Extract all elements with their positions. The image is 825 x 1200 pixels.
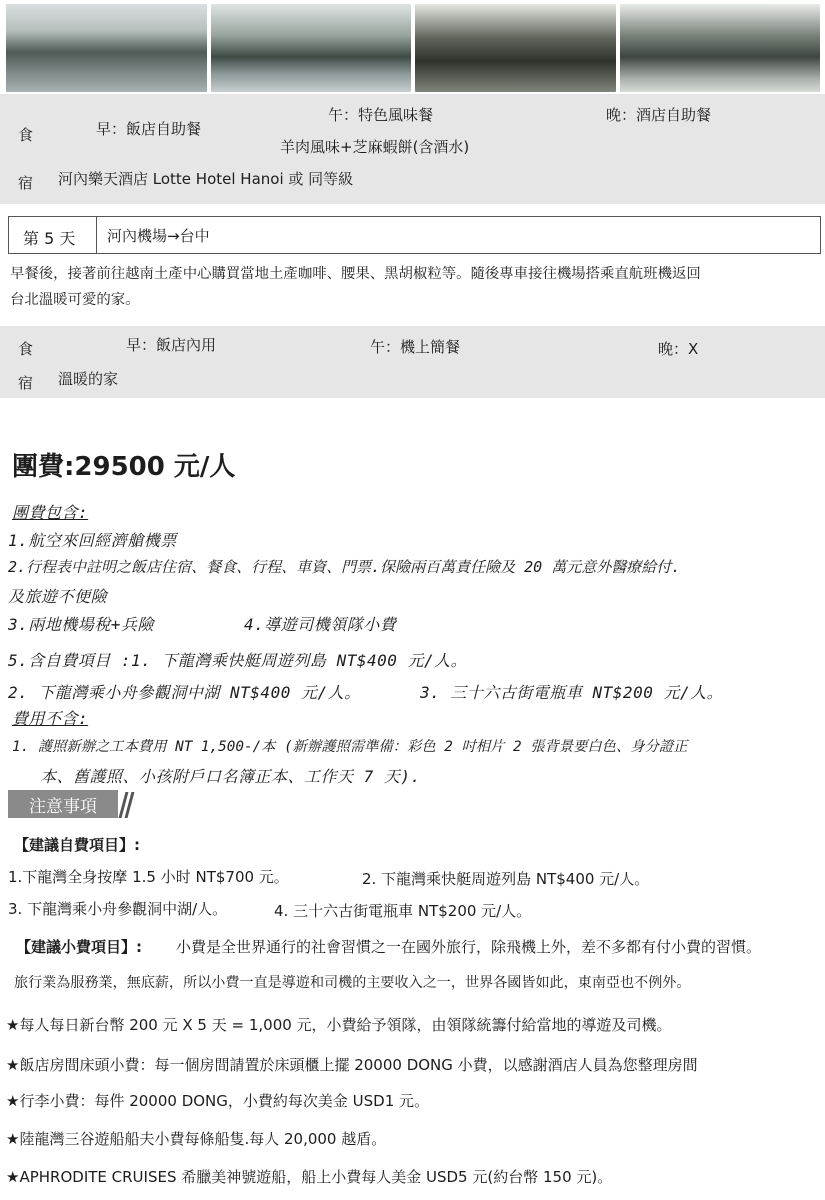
lunch-detail-text: 羊肉風味+芝麻蝦餅(含酒水): [280, 138, 470, 156]
includes-item: 及旅遊不便險: [8, 587, 108, 606]
tip-line: ★每人每日新台幣 200 元 X 5 天 = 1,000 元，小費給予領隊，由領隊統籌付給當地的導遊及司機。: [6, 1016, 672, 1034]
self-pay-title: 【建議自費項目】:: [14, 836, 140, 854]
hotel-text: 河內樂天酒店 Lotte Hotel Hanoi 或 同等級: [58, 170, 354, 188]
route-text: 河內機場→台中: [107, 227, 210, 245]
day-label: 第 5 天: [23, 229, 76, 248]
includes-item: 3. 三十六古街電瓶車 NT$200 元/人。: [420, 683, 724, 702]
day5-description-line2: 台北溫暖可愛的家。: [10, 292, 140, 308]
breakfast-text: 早：飯店自助餐: [96, 120, 202, 138]
temple-gate-photo: [415, 4, 616, 92]
dinner-text: 晚：X: [658, 340, 699, 358]
day5-header: [8, 216, 821, 254]
self-pay-item: 1.下龍灣全身按摩 1.5 小时 NT$700 元。: [8, 868, 289, 886]
includes-item: 1.航空來回經濟艙機票: [8, 531, 177, 550]
tour-price: 團費:29500 元/人: [12, 452, 236, 482]
stay-label: 宿: [18, 174, 34, 192]
tips-intro: 旅行業為服務業，無底薪，所以小費一直是導遊和司機的主要收入之一，世界各國皆如此，東南亞也不例外。: [14, 975, 691, 991]
bay-photo: [6, 4, 207, 92]
day-label-cell: [9, 217, 97, 253]
includes-item: 2.行程表中註明之飯店住宿、餐食、行程、車資、門票.保險兩百萬責任險及 20 萬元意外醫療給付.: [8, 558, 681, 576]
breakfast-text: 早：飯店內用: [126, 336, 217, 354]
tip-line: ★APHRODITE CRUISES 希臘美神號遊船，船上小費每人美金 USD5 元(約台幣 150 元)。: [6, 1168, 613, 1186]
lunch-text: 午：特色風味餐: [328, 106, 434, 124]
includes-item: 4.導遊司機領隊小費: [244, 615, 397, 634]
excludes-title: 費用不含:: [12, 709, 89, 728]
includes-item: 5.含自費項目 :1. 下龍灣乘快艇周遊列島 NT$400 元/人。: [8, 651, 468, 670]
karst-photo: [211, 4, 412, 92]
tips-intro: 小費是全世界通行的社會習慣之一在國外旅行，除飛機上外，差不多都有付小費的習慣。: [176, 938, 762, 956]
notice-header: [8, 790, 118, 818]
lunch-text: 午：機上簡餐: [370, 338, 461, 356]
notice-title: 注意事項: [29, 796, 97, 817]
self-pay-item: 3. 下龍灣乘小舟參觀洞中湖/人。: [8, 900, 228, 918]
notice-bars-decoration: [122, 792, 131, 818]
meal-label: 食: [18, 126, 34, 144]
tip-line: ★陸龍灣三谷遊船船夫小費每條船隻.每人 20,000 越盾。: [6, 1130, 387, 1148]
includes-item: 2. 下龍灣乘小舟參觀洞中湖 NT$400 元/人。: [8, 683, 361, 702]
photo-strip: [6, 4, 820, 92]
dinner-text: 晚：酒店自助餐: [606, 106, 712, 124]
stay-text: 溫暖的家: [58, 370, 119, 388]
includes-title: 團費包含:: [12, 503, 89, 522]
tips-title: 【建議小費項目】:: [16, 938, 142, 956]
day5-description-line1: 早餐後，接著前往越南土產中心購買當地土產咖啡、腰果、黑胡椒粒等。隨後專車接往機場搭乘直航班機返回: [10, 266, 701, 282]
excludes-line: 本、舊護照、小孩附戶口名簿正本、工作天 7 天).: [40, 767, 421, 786]
self-pay-item: 2. 下龍灣乘快艇周遊列島 NT$400 元/人。: [362, 870, 650, 888]
stay-label: 宿: [18, 374, 34, 392]
self-pay-item: 4. 三十六古街電瓶車 NT$200 元/人。: [274, 902, 532, 920]
includes-item: 3.兩地機場稅+兵險: [8, 615, 154, 634]
waterfall-photo: [620, 4, 821, 92]
excludes-line: 1. 護照新辦之工本費用 NT 1,500-/本 (新辦護照需準備：彩色 2 吋相片 2 張背景要白色、身分證正: [12, 739, 688, 755]
meal-label: 食: [18, 340, 34, 358]
tip-line: ★飯店房間床頭小費：每一個房間請置於床頭櫃上擺 20000 DONG 小費，以感謝酒店人員為您整理房間: [6, 1056, 698, 1074]
tip-line: ★行李小費：每件 20000 DONG，小費約每次美金 USD1 元。: [6, 1092, 430, 1110]
